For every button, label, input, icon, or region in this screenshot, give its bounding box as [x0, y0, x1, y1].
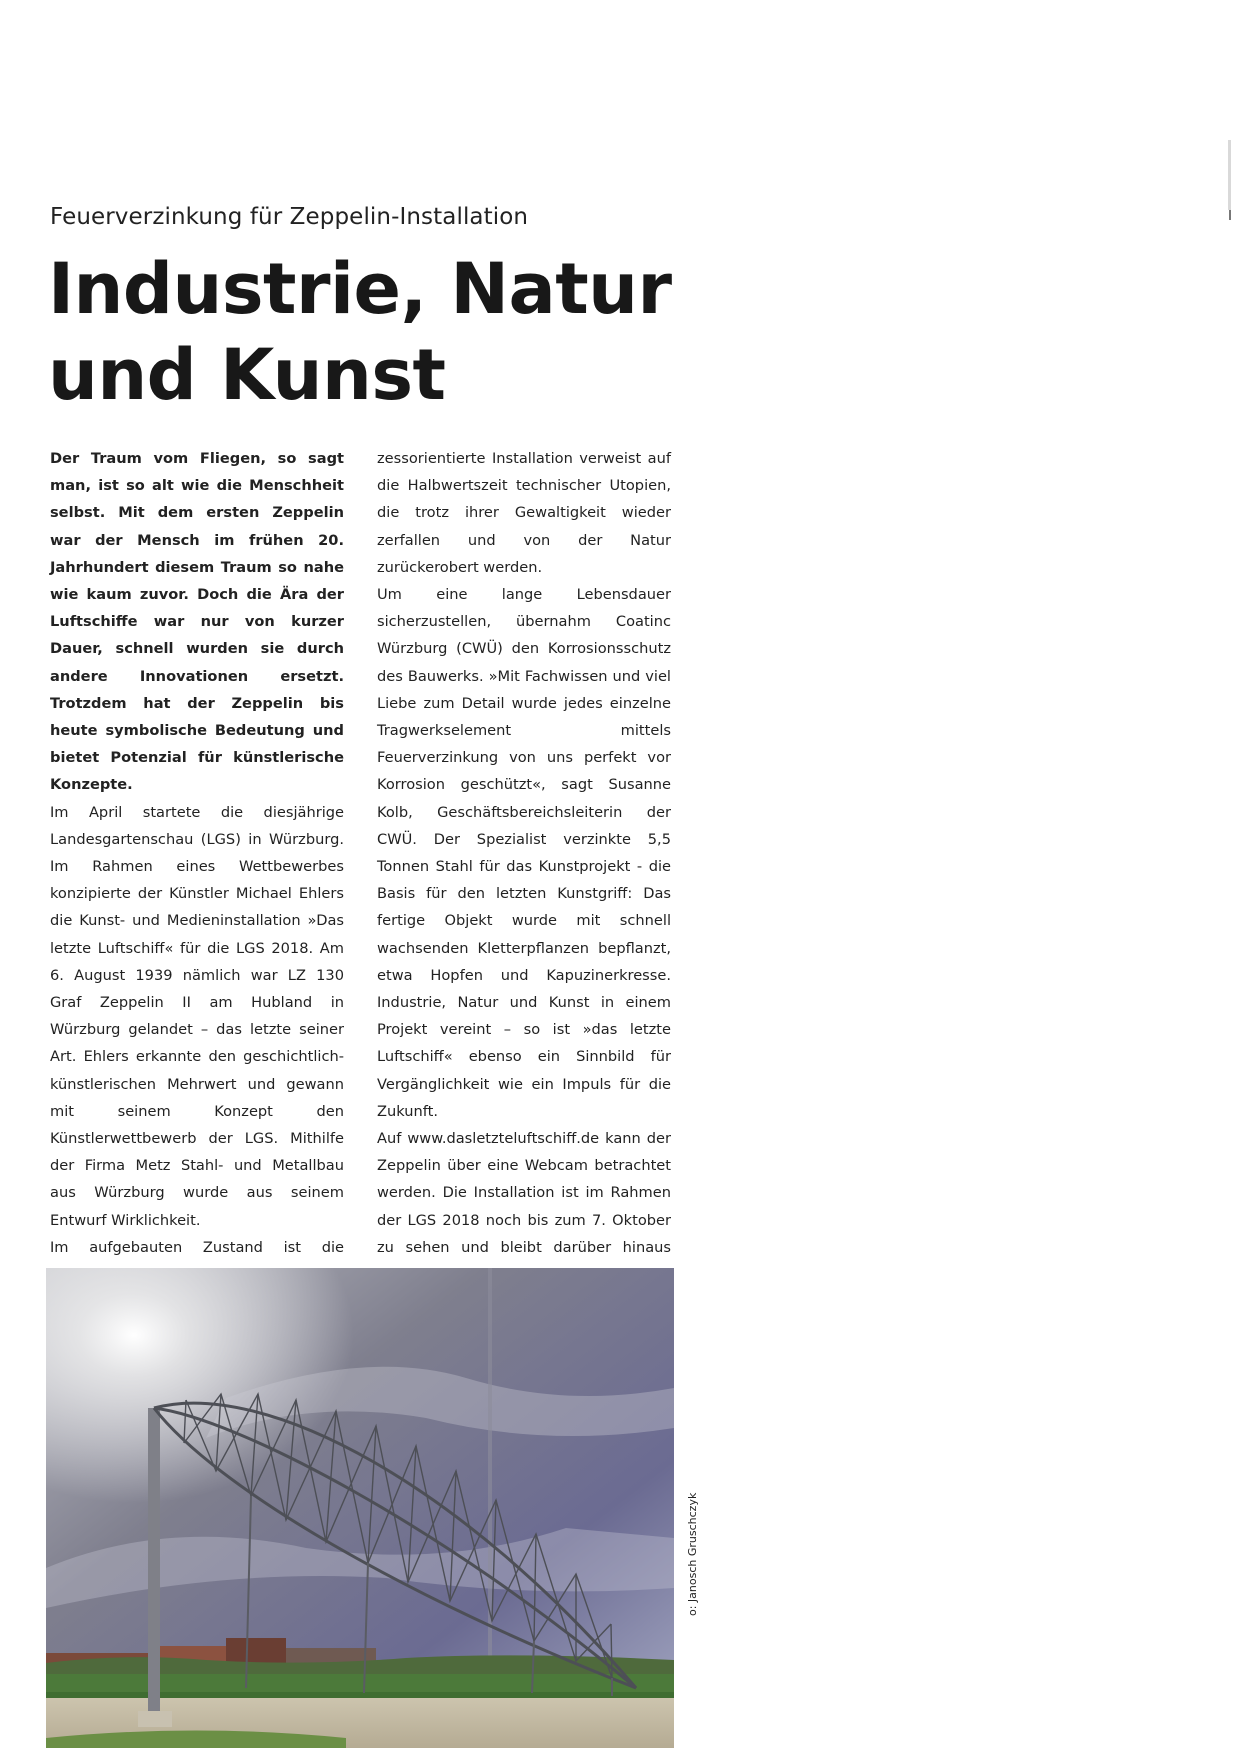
title-line-1: Industrie, Natur	[48, 248, 672, 330]
body-paragraph: zessorientierte Installation verweist auf die Halbwertszeit technischer Utopien, die trotz ihrer Gewaltigkeit wieder zerfallen und von der Natur zurückerobert werden.	[377, 450, 671, 576]
photo-credit: o: Janosch Gruschczyk	[686, 1492, 699, 1616]
body-paragraph: Um eine lange Lebensdauer sicherzustellen, übernahm Coatinc Würzburg (CWÜ) den Korrosionsschutz des Bauwerks. »Mit Fachwissen und viel Liebe zum Detail wurde jedes einzelne Tragwerkselement mittels Feuerverzinkung von uns perfekt vor Korrosion geschützt«, sagt Susanne Kolb, Geschäftsbereichsleiterin der CWÜ. Der Spezialist verzinkte 5,5 Tonnen Stahl für das Kunstprojekt - die Basis für den letzten Kunstgriff: Das fertige Objekt wurde mit schnell wachsenden Kletterpflanzen bepflanzt, etwa Hopfen und Kapuzinerkresse. Industrie, Natur und Kunst in einem Projekt vereint – so ist »das letzte Luftschiff« ebenso ein Sinnbild für Vergänglichkeit wie ein Impuls für die Zukunft.	[377, 586, 671, 1120]
article-title	[48, 246, 672, 418]
text-column-left	[50, 445, 344, 1397]
page-edge-mark	[1228, 140, 1231, 210]
body-paragraph: Im April startete die diesjährige Landesgartenschau (LGS) in Würzburg. Im Rahmen eines Wettbewerbes konzipierte der Künstler Michael Ehlers die Kunst- und Medieninstallation »Das letzte Luftschiff« für die LGS 2018. Am 6. August 1939 nämlich war LZ 130 Graf Zeppelin II am Hubland in Würzburg gelandet – das letzte seiner Art. Ehlers erkannte den geschichtlich-künstlerischen Mehrwert und gewann mit seinem Konzept den Künstlerwettbewerb der LGS. Mithilfe der Firma Metz Stahl- und Metallbau aus Würzburg wurde aus seinem Entwurf Wirklichkeit.	[50, 803, 344, 1229]
article-kicker: Feuerverzinkung für Zeppelin-Installation	[50, 204, 529, 230]
page-edge-tick	[1229, 210, 1231, 220]
title-line-2: und Kunst	[48, 334, 446, 416]
body-paragraph: Im aufgebauten Zustand ist die	[50, 1238, 344, 1256]
text-column-right	[377, 445, 671, 1370]
closing-text: Auf www.dasletzteluftschiff.de kann der Zeppelin über eine Webcam betrachtet werden. Die Installation ist im Rahmen der LGS 2018 noch bis zum 7. Oktober zu sehen und bleibt darüber hinaus	[377, 1130, 671, 1256]
zeppelin-installation-photo	[46, 1268, 674, 1748]
lead-paragraph: Der Traum vom Fliegen, so sagt man, ist so alt wie die Menschheit selbst. Mit dem ersten Zeppelin war der Mensch im frühen 20. Jahrhundert diesem Traum so nahe wie kaum zuvor. Doch die Ära der Luftschiffe war nur von kurzer Dauer, schnell wurden sie durch andere Innovationen ersetzt. Trotzdem hat der Zeppelin bis heute symbolische Bedeutung und bietet Potenzial für künstlerische Konzepte.	[50, 450, 344, 794]
